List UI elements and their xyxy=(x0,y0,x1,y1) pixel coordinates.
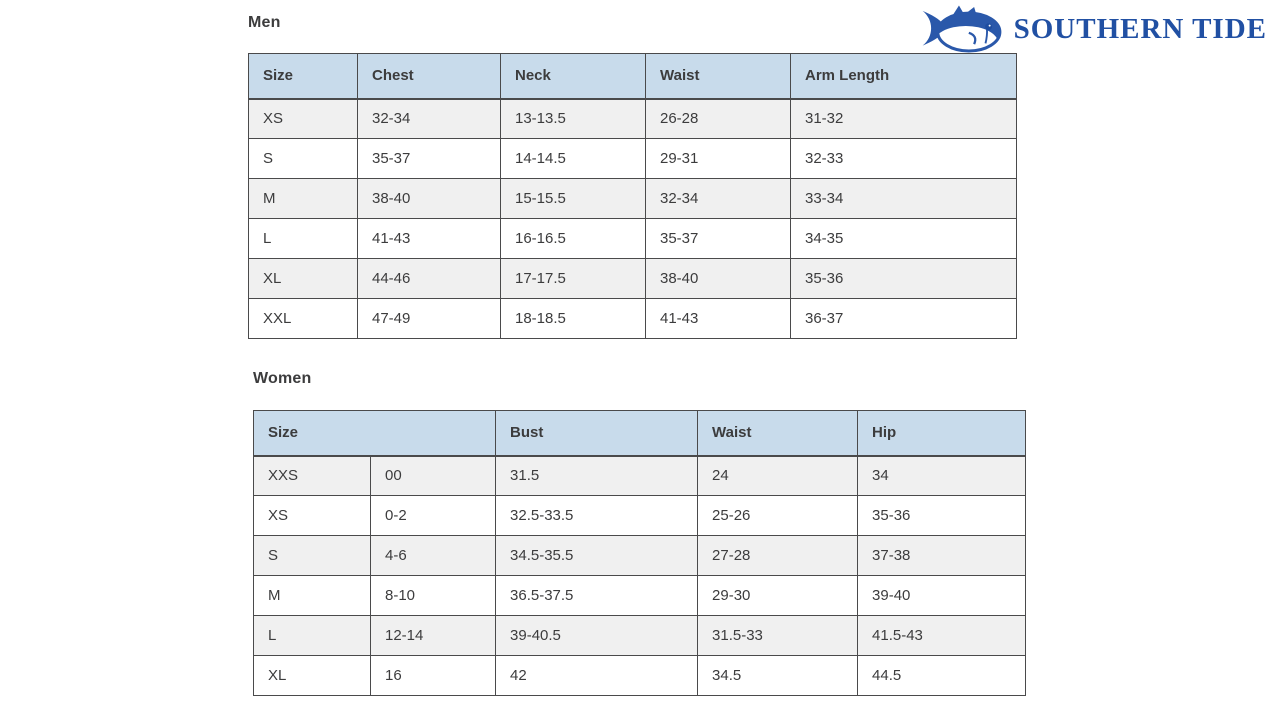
table-cell: 15-15.5 xyxy=(501,179,646,219)
column-header-neck: Neck xyxy=(501,54,646,99)
table-cell: 34.5-35.5 xyxy=(496,536,698,576)
table-cell: L xyxy=(254,616,371,656)
men-section-heading: Men xyxy=(248,14,281,31)
women-size-table xyxy=(253,410,1026,696)
table-cell: 47-49 xyxy=(358,299,501,339)
table-cell: 31-32 xyxy=(791,99,1017,139)
table-cell: 36-37 xyxy=(791,299,1017,339)
table-cell: 13-13.5 xyxy=(501,99,646,139)
skipjack-fish-icon xyxy=(920,4,1004,54)
table-cell: 38-40 xyxy=(646,259,791,299)
column-header-arm-length: Arm Length xyxy=(791,54,1017,99)
table-cell: 14-14.5 xyxy=(501,139,646,179)
table-cell: 34.5 xyxy=(698,656,858,696)
table-cell: 36.5-37.5 xyxy=(496,576,698,616)
table-cell: 26-28 xyxy=(646,99,791,139)
table-cell: 17-17.5 xyxy=(501,259,646,299)
table-cell: 41.5-43 xyxy=(858,616,1026,656)
brand-logo xyxy=(920,4,1267,54)
table-cell: 33-34 xyxy=(791,179,1017,219)
column-header-bust: Bust xyxy=(496,411,698,456)
table-row xyxy=(249,299,1017,339)
table-cell: 00 xyxy=(371,456,496,496)
table-row xyxy=(254,576,1026,616)
table-cell: 32-33 xyxy=(791,139,1017,179)
table-cell: 31.5 xyxy=(496,456,698,496)
men-size-table xyxy=(248,53,1017,339)
table-cell: XS xyxy=(254,496,371,536)
table-cell: 24 xyxy=(698,456,858,496)
table-cell: 35-37 xyxy=(358,139,501,179)
table-cell: L xyxy=(249,219,358,259)
table-cell: XS xyxy=(249,99,358,139)
table-cell: 44-46 xyxy=(358,259,501,299)
table-cell: XL xyxy=(254,656,371,696)
table-cell: 38-40 xyxy=(358,179,501,219)
table-cell: 12-14 xyxy=(371,616,496,656)
women-header-row xyxy=(254,411,1026,456)
table-cell: 32-34 xyxy=(646,179,791,219)
table-cell: 35-37 xyxy=(646,219,791,259)
table-cell: 34 xyxy=(858,456,1026,496)
table-row xyxy=(249,219,1017,259)
table-cell: 18-18.5 xyxy=(501,299,646,339)
table-row xyxy=(254,496,1026,536)
table-cell: 8-10 xyxy=(371,576,496,616)
table-cell: 35-36 xyxy=(858,496,1026,536)
table-cell: 32.5-33.5 xyxy=(496,496,698,536)
table-cell: 29-30 xyxy=(698,576,858,616)
table-cell: XXS xyxy=(254,456,371,496)
table-cell: 27-28 xyxy=(698,536,858,576)
table-cell: 32-34 xyxy=(358,99,501,139)
table-row xyxy=(254,536,1026,576)
table-row xyxy=(249,259,1017,299)
table-row xyxy=(254,616,1026,656)
table-cell: 39-40.5 xyxy=(496,616,698,656)
table-cell: M xyxy=(254,576,371,616)
table-cell: 35-36 xyxy=(791,259,1017,299)
table-cell: 34-35 xyxy=(791,219,1017,259)
table-cell: 42 xyxy=(496,656,698,696)
column-header-hip: Hip xyxy=(858,411,1026,456)
table-cell: 39-40 xyxy=(858,576,1026,616)
table-cell: 41-43 xyxy=(358,219,501,259)
table-cell: 16 xyxy=(371,656,496,696)
table-row xyxy=(249,139,1017,179)
table-row xyxy=(254,456,1026,496)
men-header-row xyxy=(249,54,1017,99)
column-header-waist: Waist xyxy=(698,411,858,456)
column-header-size: Size xyxy=(254,411,496,456)
table-cell: XL xyxy=(249,259,358,299)
table-cell: 37-38 xyxy=(858,536,1026,576)
column-header-waist: Waist xyxy=(646,54,791,99)
table-row xyxy=(249,99,1017,139)
table-cell: 29-31 xyxy=(646,139,791,179)
table-cell: 41-43 xyxy=(646,299,791,339)
table-cell: XXL xyxy=(249,299,358,339)
table-cell: 4-6 xyxy=(371,536,496,576)
table-cell: M xyxy=(249,179,358,219)
table-cell: 25-26 xyxy=(698,496,858,536)
table-cell: 31.5-33 xyxy=(698,616,858,656)
table-row xyxy=(249,179,1017,219)
table-cell: 44.5 xyxy=(858,656,1026,696)
women-section-heading: Women xyxy=(253,370,312,387)
table-cell: 16-16.5 xyxy=(501,219,646,259)
table-row xyxy=(254,656,1026,696)
table-cell: 0-2 xyxy=(371,496,496,536)
column-header-size: Size xyxy=(249,54,358,99)
column-header-chest: Chest xyxy=(358,54,501,99)
brand-name: SOUTHERN TIDE xyxy=(1013,12,1267,45)
table-cell: S xyxy=(254,536,371,576)
table-cell: S xyxy=(249,139,358,179)
